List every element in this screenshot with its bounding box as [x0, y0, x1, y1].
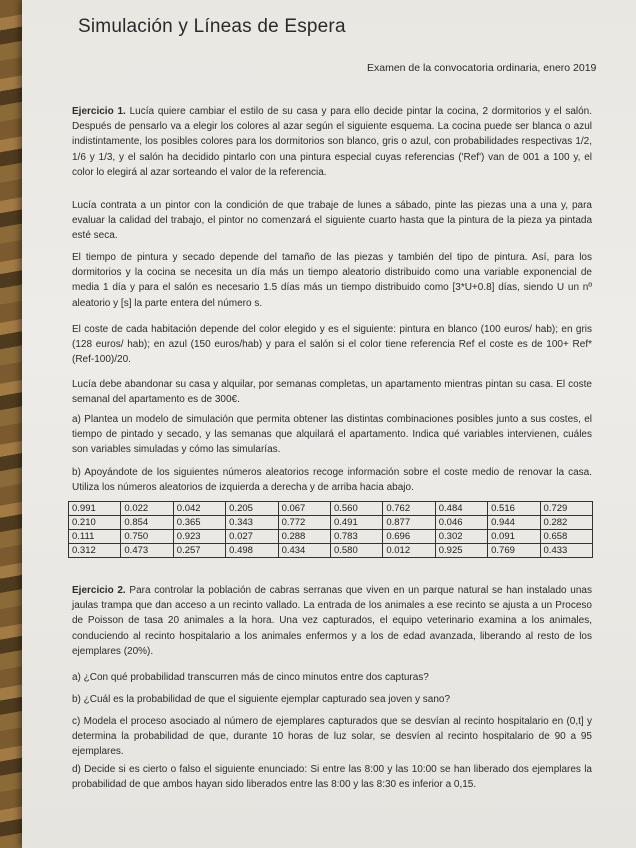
table-cell: 0.750	[121, 530, 173, 544]
table-cell: 0.257	[173, 544, 225, 558]
table-cell: 0.580	[330, 544, 382, 558]
table-cell: 0.923	[173, 530, 225, 544]
table-cell: 0.022	[121, 502, 173, 516]
table-cell: 0.282	[540, 516, 592, 530]
table-row	[69, 516, 593, 530]
random-numbers-table	[68, 501, 593, 558]
table-cell: 0.042	[173, 502, 225, 516]
ex2-question-d: d) Decide si es cierto o falso el siguiente enunciado: Si entre las 8:00 y las 10:00 se han liberado dos ejemplares la probabilidad de que ambos hayan sido liberados entre las 8:00 y las 8:30 es inferior a 0,15.	[72, 764, 592, 791]
table-cell: 0.027	[226, 530, 278, 544]
table-cell: 0.302	[435, 530, 487, 544]
table-cell: 0.944	[488, 516, 540, 530]
ex2-paragraph-1	[72, 583, 592, 659]
table-cell: 0.516	[488, 502, 540, 516]
table-row	[69, 544, 593, 558]
table-cell: 0.772	[278, 516, 330, 530]
table-cell: 0.343	[226, 516, 278, 530]
table-row	[69, 530, 593, 544]
ex1-paragraph-3: El tiempo de pintura y secado depende del tamaño de las piezas y también del tipo de pintura. Así, para los dormitorios y la cocina se necesita un día más un tiempo aleatorio distribuido como una variable exponencial de media 1 día y para el salón es necesario 1.5 días más un tiempo distribuido como [3*U+0.8] días, siendo U un nº aleatorio y [s] la parte entera del número s.	[72, 252, 592, 309]
background-surface	[0, 0, 22, 848]
ex1-paragraph-4: El coste de cada habitación depende del color elegido y es el siguiente: pintura en blanco (100 euros/ hab); en gris (128 euros/ hab); en azul (150 euros/hab) y para el salón si el color tiene referencia Ref el coste es de 100+ Ref*(Ref-100)/20.	[72, 324, 592, 366]
table-cell: 0.434	[278, 544, 330, 558]
table-cell: 0.991	[69, 502, 121, 516]
ex2-question-c: c) Modela el proceso asociado al número de ejemplares capturados que se desvían al recinto hospitalario en (0,t] y determina la probabilidad de que, durante 10 horas de luz solar, se desvíen al recinto hospitalario de 90 a 95 ejemplares.	[72, 716, 592, 758]
table-cell: 0.288	[278, 530, 330, 544]
ex2-text-1: Para controlar la población de cabras serranas que viven en un parque natural se han instalado unas jaulas trampa que dan acceso a un recinto vallado. La entrada de los animales a ese recinto se ajusta a un Proceso de Poisson de tasa 20 animales a la hora. Una vez capturados, el equipo veterinario examina a los animales, conduciendo al recinto hospitalario a los animales enfermos y a los de edad avanzada, liberando al resto de los ejemplares (20%).	[72, 585, 592, 657]
ex1-question-b: b) Apoyándote de los siguientes números aleatorios recoge información sobre el coste medio de renovar la casa. Utiliza los números aleatorios de izquierda a derecha y de arriba hacia abajo.	[72, 467, 592, 494]
ex1-label: Ejercicio 1.	[72, 106, 126, 117]
table-row	[69, 502, 593, 516]
table-cell: 0.854	[121, 516, 173, 530]
table-cell: 0.365	[173, 516, 225, 530]
table-cell: 0.783	[330, 530, 382, 544]
page-title: Simulación y Líneas de Espera	[78, 16, 346, 37]
ex1-paragraph-2: Lucía contrata a un pintor con la condición de que trabaje de lunes a sábado, pinte las piezas una a una y, para evaluar la calidad del trabajo, el pintor no comenzará el siguiente cuarto hasta que la pintura de la pieza ya pintada esté seca.	[72, 200, 592, 242]
table-cell: 0.210	[69, 516, 121, 530]
exam-subtitle: Examen de la convocatoria ordinaria, enero 2019	[367, 62, 597, 74]
table-cell: 0.473	[121, 544, 173, 558]
ex1-paragraph-5: Lucía debe abandonar su casa y alquilar, por semanas completas, un apartamento mientras pintan su casa. El coste semanal del apartamento es de 300€.	[72, 379, 592, 406]
table-cell: 0.091	[488, 530, 540, 544]
table-cell: 0.484	[435, 502, 487, 516]
ex1-paragraph-1	[72, 104, 592, 180]
table-cell: 0.012	[383, 544, 435, 558]
table-cell: 0.925	[435, 544, 487, 558]
table-cell: 0.067	[278, 502, 330, 516]
table-cell: 0.312	[69, 544, 121, 558]
table-cell: 0.498	[226, 544, 278, 558]
ex2-label: Ejercicio 2.	[72, 585, 126, 596]
table-cell: 0.205	[226, 502, 278, 516]
ex2-question-a: a) ¿Con qué probabilidad transcurren más de cinco minutos entre dos capturas?	[72, 672, 429, 683]
table-cell: 0.658	[540, 530, 592, 544]
ex2-question-b: b) ¿Cuál es la probabilidad de que el siguiente ejemplar capturado sea joven y sano?	[72, 694, 451, 705]
table-cell: 0.046	[435, 516, 487, 530]
ex1-question-a: a) Plantea un modelo de simulación que permita obtener las distintas combinaciones posibles junto a sus costes, el tiempo de pintado y secado, y las semanas que alquilará el apartamento. Indica qué variables intervienen, cuáles son variables simuladas y cómo las simularías.	[72, 414, 592, 456]
table-cell: 0.111	[69, 530, 121, 544]
table-cell: 0.877	[383, 516, 435, 530]
table-cell: 0.762	[383, 502, 435, 516]
table-cell: 0.729	[540, 502, 592, 516]
table-cell: 0.696	[383, 530, 435, 544]
table-cell: 0.433	[540, 544, 592, 558]
ex1-text-1: Lucía quiere cambiar el estilo de su casa y para ello decide pintar la cocina, 2 dormitorios y el salón. Después de pensarlo va a elegir los colores al azar según el siguiente esquema. La cocina puede ser blanca o azul indistintamente, los posibles colores para los dormitorios son blanco, gris o azul, con probabilidades respectivas 1/2, 1/6 y 1/3, y el salón ha decidido pintarlo con una pintura especial cuyas referencias ('Ref') van de 001 a 100 y, el color lo elegirá al azar sorteando el valor de la referencia.	[72, 106, 593, 178]
table-cell: 0.491	[330, 516, 382, 530]
table-cell: 0.560	[330, 502, 382, 516]
table-cell: 0.769	[488, 544, 540, 558]
